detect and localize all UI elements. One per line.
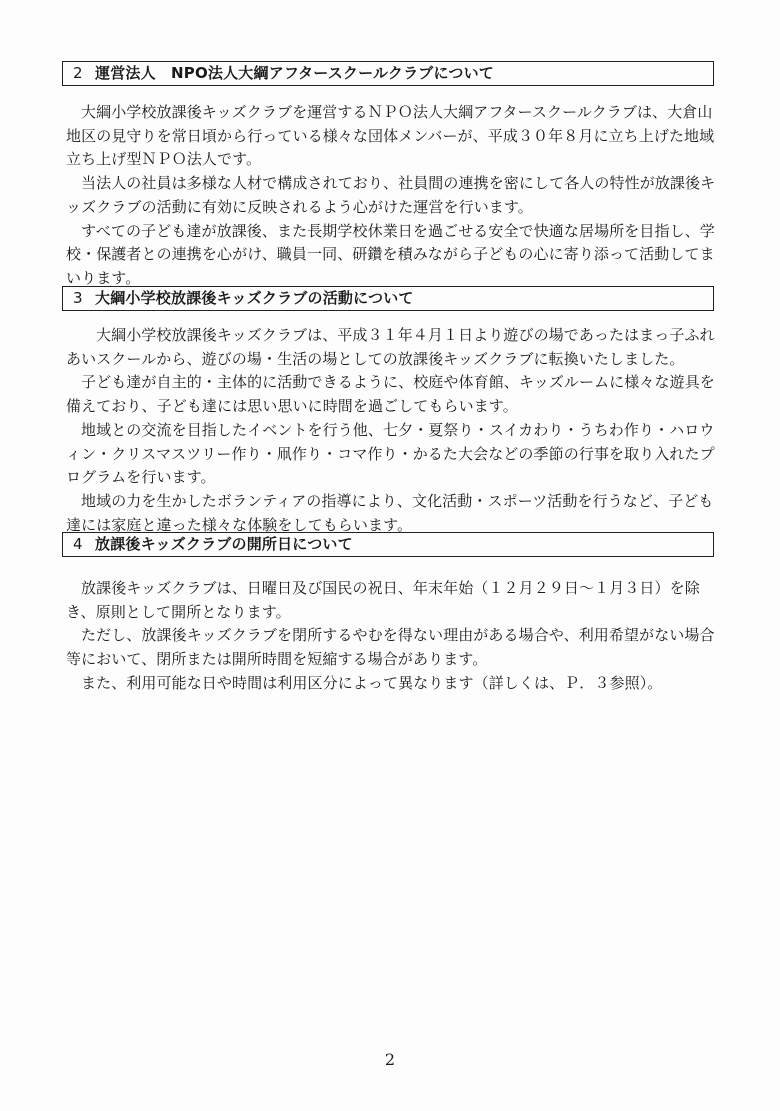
- paragraph: 地域の力を生かしたボランティアの指導により、文化活動・スポーツ活動を行うなど、子ども達には家庭と違った様々な体験をしてもらいます。: [66, 491, 714, 534]
- section-body: [66, 324, 718, 537]
- section-heading: [62, 532, 714, 557]
- paragraph: 大綱小学校放課後キッズクラブは、平成３１年４月１日より遊びの場であったはまっ子ふれあいスクールから、遊びの場・生活の場としての放課後キッズクラブに転換いたしました。: [66, 326, 715, 368]
- section-title: 運営法人 NPO法人大綱アフタースクールクラブについて: [95, 64, 495, 82]
- section-title: 放課後キッズクラブの開所日について: [95, 535, 353, 553]
- section-number: 4: [73, 535, 83, 553]
- section-heading: [62, 61, 714, 86]
- paragraph: 放課後キッズクラブは、日曜日及び国民の祝日、年末年始（１２月２９日～１月３日）を除き、原則として開所となります。: [66, 579, 700, 621]
- section-number: 2: [73, 64, 83, 82]
- paragraph: ただし、放課後キッズクラブを閉所するやむを得ない理由がある場合や、利用希望がない場合等において、閉所または開所時間を短縮する場合があります。: [66, 626, 715, 669]
- page-number: 2: [384, 1050, 396, 1069]
- section-operating-corporation: [62, 61, 716, 287]
- paragraph: 地域との交流を目指したイベントを行う他、七夕・夏祭り・スイカわり・うちわ作り・ハロウィン・クリスマスツリー作り・凧作り・コマ作り・かるた大会などの季節の行事を取り入れたプログラムを行います。: [66, 420, 715, 487]
- section-heading: [62, 286, 714, 311]
- section-number: 3: [73, 289, 83, 307]
- section-title: 大綱小学校放課後キッズクラブの活動について: [95, 289, 414, 307]
- paragraph: 大綱小学校放課後キッズクラブを運営するＮＰＯ法人大綱アフタースクールクラブは、大倉山地区の見守りを常日頃から行っている様々な団体メンバーが、平成３０年８月に立ち上げた地域立ち上げ型ＮＰＯ法人です。: [66, 103, 715, 169]
- paragraph: すべての子ども達が放課後、また長期学校休業日を過ごせる安全で快適な居場所を目指し、学校・保護者との連携を心がけ、職員一同、研鑽を積みながら子どもの心に寄り添って活動してまいります。: [66, 221, 715, 287]
- section-opening-days: [62, 532, 715, 692]
- section-club-activities: [62, 286, 715, 534]
- paragraph: また、利用可能な日や時間は利用区分によって異なります（詳しくは、Ｐ．３参照）。: [81, 673, 663, 692]
- paragraph: 当法人の社員は多様な人材で構成されており、社員間の連携を密にして各人の特性が放課後キッズクラブの活動に有効に反映されるよう心がけた運営を行います。: [66, 174, 716, 216]
- paragraph: 子ども達が自主的・主体的に活動できるように、校庭や体育館、キッズルームに様々な遊具を備えており、子ども達には思い思いに時間を過ごしてもらいます。: [66, 373, 715, 416]
- section-body: [66, 577, 718, 696]
- section-body: [66, 101, 718, 291]
